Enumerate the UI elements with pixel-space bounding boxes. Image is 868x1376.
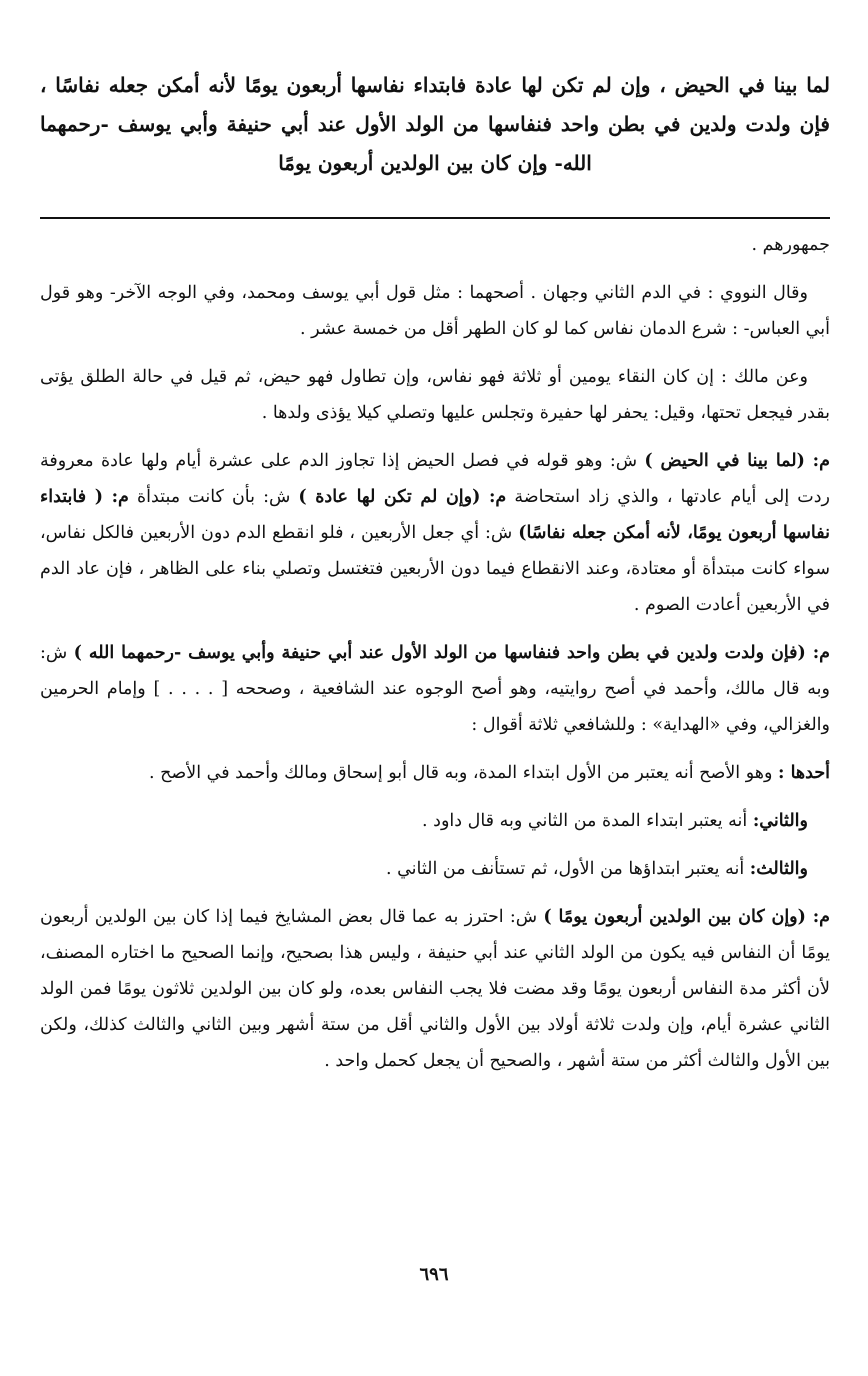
quoted-matn: م: (وإن لم تكن لها عادة ) — [298, 487, 507, 507]
commentary-text: ش: أي جعل الأربعين ، فلو انقطع الدم دون الأربعين فالكل نفاس، سواء كانت مبتدأة أو معتادة، وعند الانقطاع فيما دون الأربعين فتغتسل وتصلي بناء على الظاهر ، فإن عاد الدم في الأربعين أعادت الصوم . — [40, 523, 830, 615]
commentary-paragraph-6 — [40, 755, 830, 791]
commentary-paragraph-3: وعن مالك : إن كان النقاء يومين أو ثلاثة فهو نفاس، وإن تطاول فهو حيض، ثم قيل في حالة الطلق يؤتى بقدر فيجعل تحتها، وقيل: يحفر لها حفيرة وتجلس عليها وتصلي كيلا يؤذى ولدها . — [40, 367, 830, 423]
commentary-paragraph-4 — [40, 443, 830, 623]
commentary-paragraph-5 — [40, 635, 830, 743]
commentary-paragraph-8 — [40, 851, 830, 887]
separator-line — [40, 217, 830, 219]
commentary-text: ش: احترز به عما قال بعض المشايخ فيما إذا كان بين الولدين أربعون يومًا أن النفاس فيه يكون من الولد الثاني عند أبي حنيفة ، وليس هذا بصحيح، وإنما الصحيح ما اختاره المصنف، لأن أكثر مدة النفاس أربعون يومًا وقد مضت فلا يجب النفاس بعده، ولو كان بين الولدين ثلاثون يومًا فمن الولد الثاني عشرة أيام، وإن ولدت ثلاثة أولاد بين الأول والثاني أقل من ستة أشهر وبين الثاني والثالث كذلك، ولكن بين الأول والثالث أكثر من ستة أشهر ، والصحيح أن يجعل كحمل واحد . — [40, 907, 830, 1071]
commentary-text: وهو الأصح أنه يعتبر من الأول ابتداء المدة، وبه قال أبو إسحاق ومالك وأحمد في الأصح . — [148, 763, 779, 783]
commentary-text: ش: وهو قوله في فصل الحيض إذا تجاوز الدم على عشرة أيام ولها عادة معروفة ردت إلى أيام عادتها ، والذي زاد استحاضة — [40, 451, 830, 507]
quoted-matn: م: (لما بينا في الحيض ) — [644, 451, 830, 471]
page-number: ٦٩٦ — [419, 1264, 449, 1285]
quoted-matn: م: (فإن ولدت ولدين في بطن واحد فنفاسها من الولد الأول عند أبي حنيفة وأبي يوسف -رحمهما الله ) — [73, 643, 830, 663]
commentary-text: أنه يعتبر ابتداء المدة من الثاني وبه قال داود . — [422, 811, 753, 831]
commentary-text: ش: بأن كانت مبتدأة — [128, 487, 299, 507]
matn-text: لما بينا في الحيض ، وإن لم تكن لها عادة فابتداء نفاسها أربعون يومًا لأنه أمكن جعله نفاسًا ، فإن ولدت ولدين في بطن واحد فنفاسها من الولد الأول عند أبي حنيفة وأبي يوسف -رحمهما الله- وإن كان بين الولدين أربعون يومًا — [40, 73, 830, 175]
item-label: والثالث: — [749, 859, 808, 879]
commentary-text: أنه يعتبر ابتداؤها من الأول، ثم تستأنف من الثاني . — [385, 859, 750, 879]
commentary-paragraph-9 — [40, 899, 830, 1079]
quoted-matn: م: ( فابتداء نفاسها أربعون يومًا، لأنه أمكن جعله نفاسًا) — [40, 487, 830, 543]
commentary-paragraph-1: جمهورهم . — [751, 235, 830, 255]
quoted-matn: م: (وإن كان بين الولدين أربعون يومًا ) — [543, 907, 830, 927]
page-body — [40, 66, 830, 1376]
item-label: والثاني: — [752, 811, 808, 831]
item-label: أحدها : — [778, 763, 830, 783]
commentary-paragraph-2: وقال النووي : في الدم الثاني وجهان . أصحهما : مثل قول أبي يوسف ومحمد، وفي الوجه الآخر- وهو قول أبي العباس- : شرع الدمان نفاس كما لو كان الطهر أقل من خمسة عشر . — [40, 283, 830, 339]
commentary-text: ش: وبه قال مالك، وأحمد في أصح روايتيه، وهو أصح الوجوه عند الشافعية ، وصححه [ . . . . ] وإمام الحرمين والغزالي، وفي «الهداية» : وللشافعي ثلاثة أقوال : — [40, 643, 830, 735]
commentary-paragraph-7 — [40, 803, 830, 839]
